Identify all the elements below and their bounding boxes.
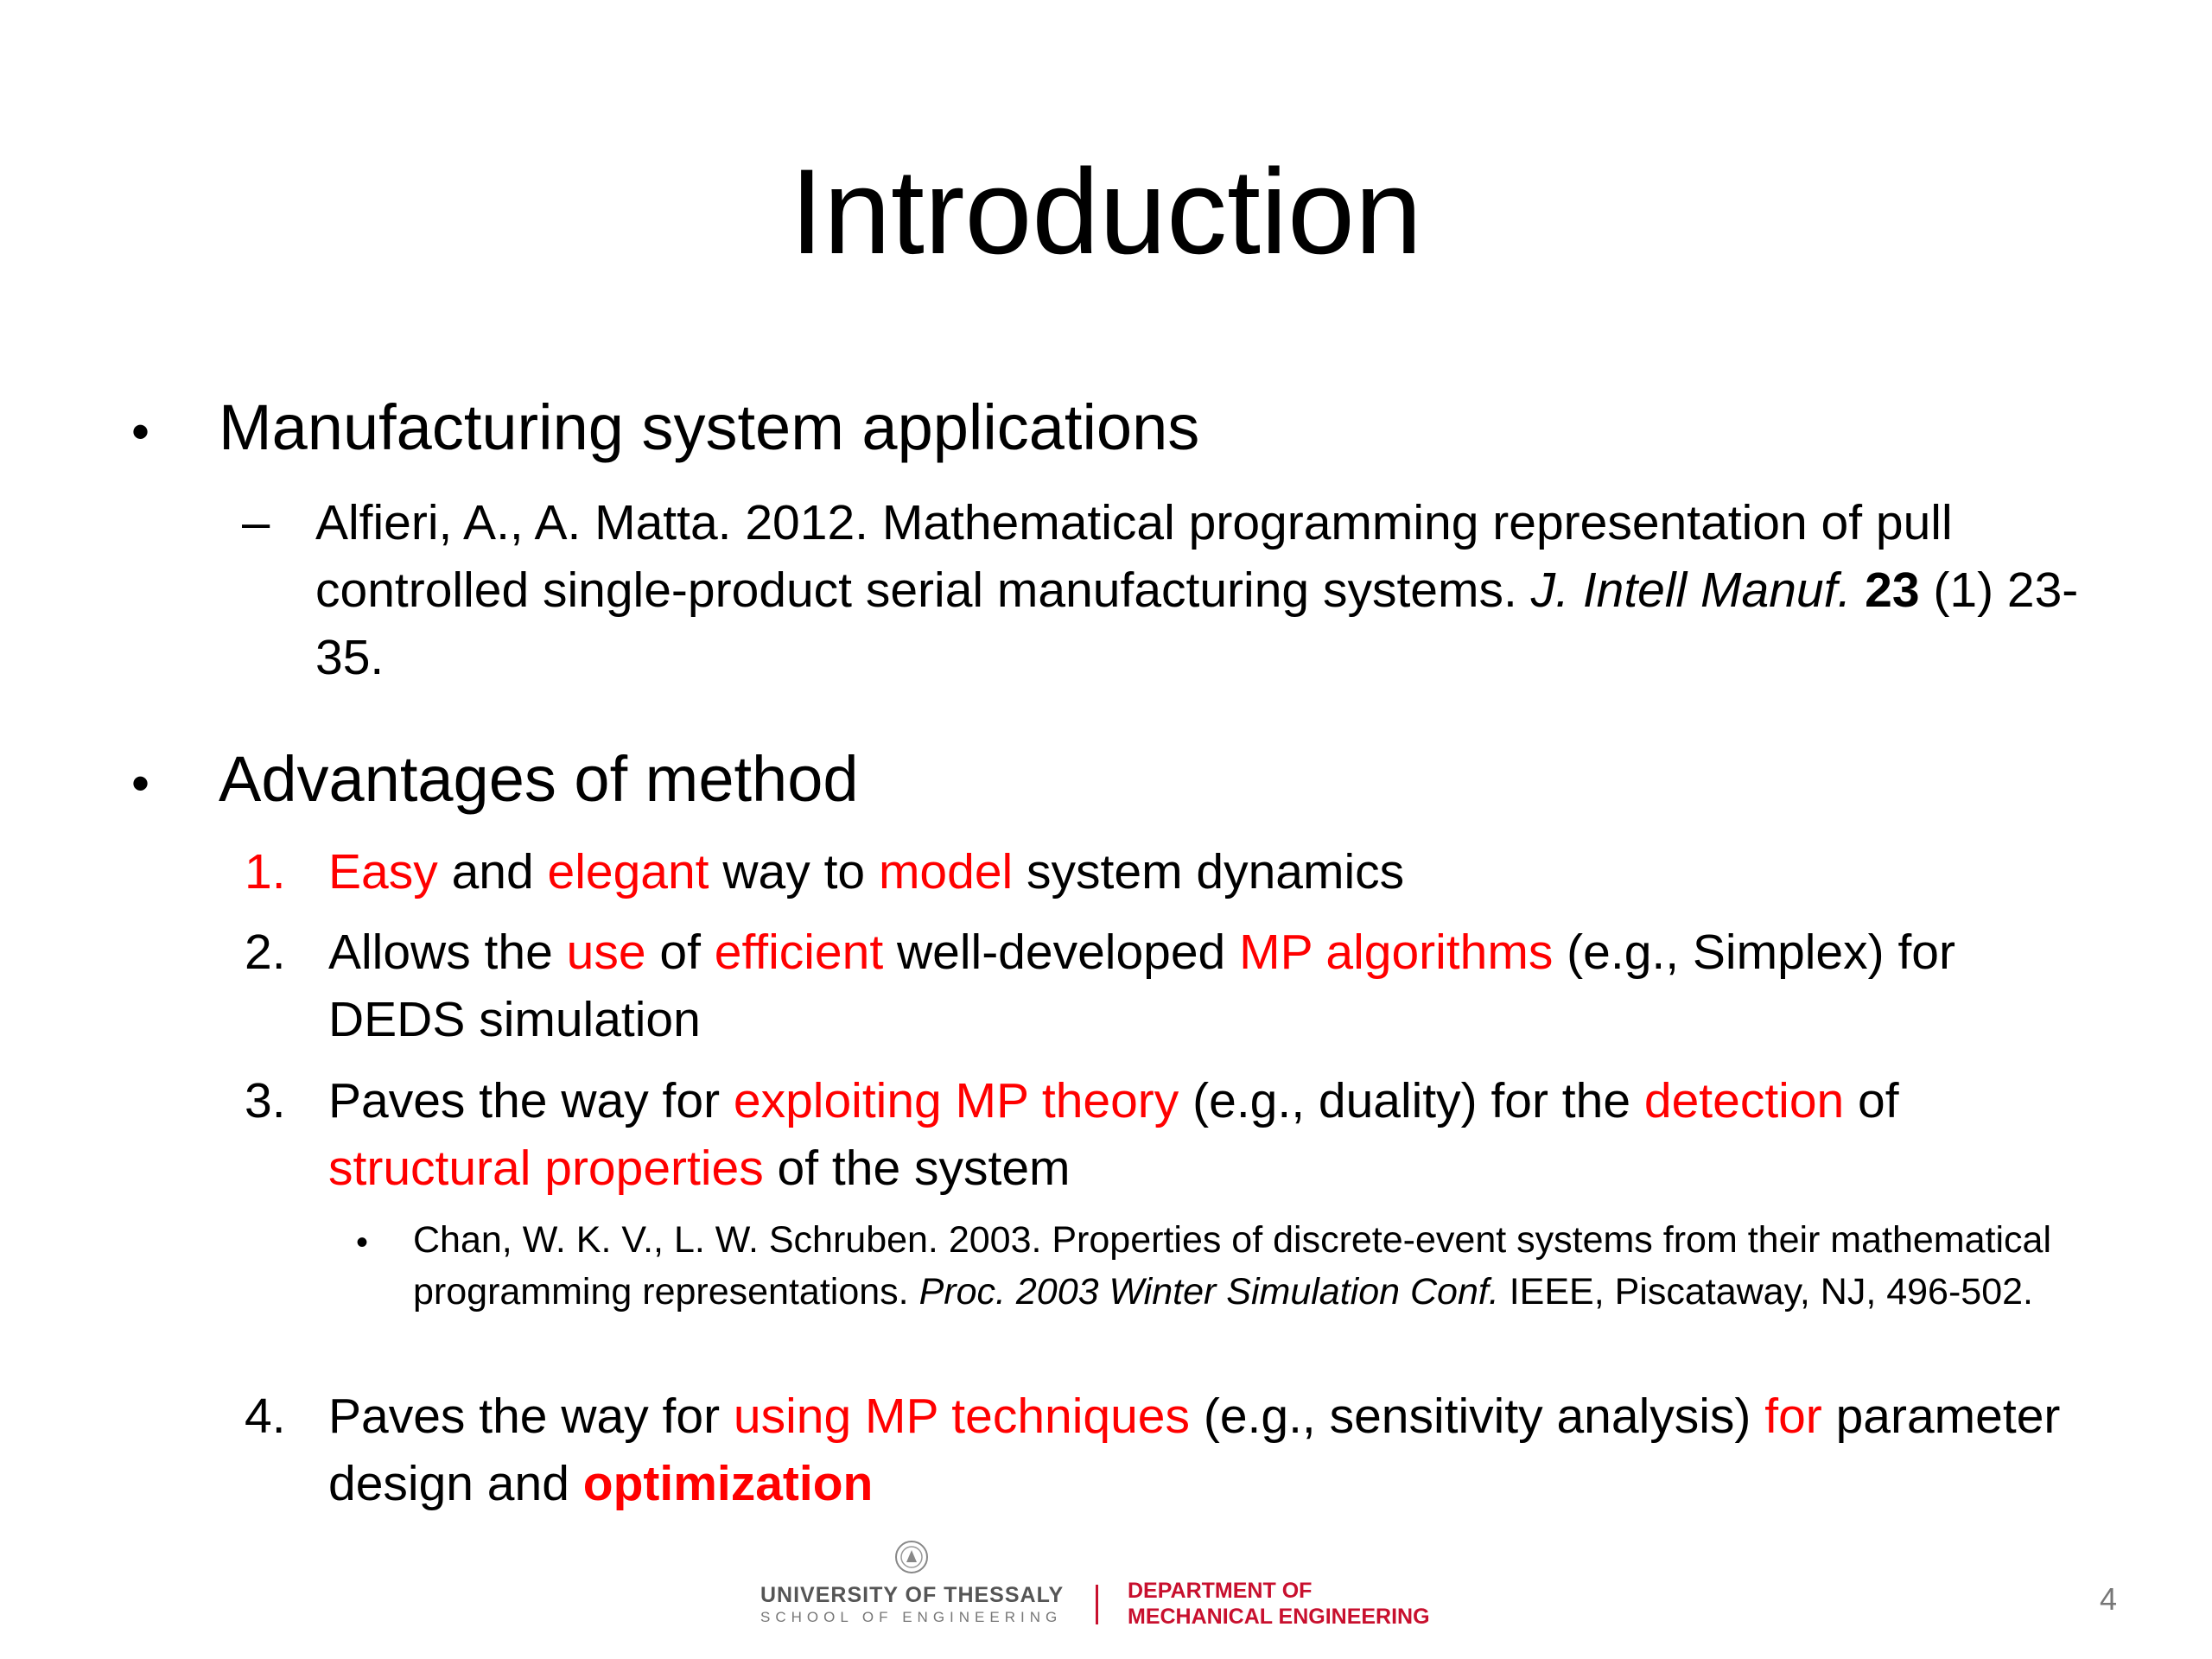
item-number-1: 1. xyxy=(245,844,286,899)
reference-alfieri xyxy=(315,489,2087,691)
reference-volume: 23 xyxy=(1865,563,1920,618)
department-line-2: MECHANICAL ENGINEERING xyxy=(1128,1605,1430,1629)
advantage-item-4: Paves the way for using MP techniques (e.g., sensitivity analysis) for parameter design and optimization xyxy=(328,1389,2061,1511)
bullet-heading-manufacturing: Manufacturing system applications xyxy=(219,391,1200,463)
advantage-item-1: Easy and elegant way to model system dynamics xyxy=(328,844,1405,899)
department-line-1: DEPARTMENT OF xyxy=(1128,1579,1313,1603)
footer-divider xyxy=(1096,1585,1098,1624)
slide-footer xyxy=(0,1529,2212,1633)
item-number-4: 4. xyxy=(245,1389,286,1444)
university-seal-icon xyxy=(894,1540,929,1574)
advantage-item-2: Allows the use of efficient well-developed MP algorithms (e.g., Simplex) for DEDS simulation xyxy=(328,925,1955,1047)
bullet-marker: • xyxy=(131,403,150,461)
advantage-item-3: Paves the way for exploiting MP theory (e.g., duality) for the detection of structural properties of the system xyxy=(328,1073,1899,1196)
slide-title: Introduction xyxy=(790,143,1422,279)
reference-pages: (1) 23-35. xyxy=(315,563,2079,685)
reference-text: Alfieri, A., A. Matta. 2012. Mathematical programming representation of pull controlled single-product serial manufacturing systems. xyxy=(315,495,1953,618)
reference-journal: J. Intell Manuf. xyxy=(1530,563,1852,618)
item-number-2: 2. xyxy=(245,925,286,980)
page-number: 4 xyxy=(2099,1581,2117,1617)
bullet-heading-advantages: Advantages of method xyxy=(219,743,859,815)
school-name: SCHOOL OF ENGINEERING xyxy=(760,1609,1063,1625)
reference-chan: Chan, W. K. V., L. W. Schruben. 2003. Properties of discrete-event systems from their mathematical programming representations. Proc. 2003 Winter Simulation Conf. IEEE, Piscataway, NJ, 496-502. xyxy=(413,1219,2052,1313)
item-number-3: 3. xyxy=(245,1073,286,1128)
university-name: UNIVERSITY OF THESSALY xyxy=(760,1583,1065,1607)
department-name xyxy=(1128,1578,1508,1630)
bullet-marker: • xyxy=(131,754,150,812)
reference-dash: – xyxy=(242,494,270,550)
sub-bullet-marker: • xyxy=(356,1224,369,1262)
